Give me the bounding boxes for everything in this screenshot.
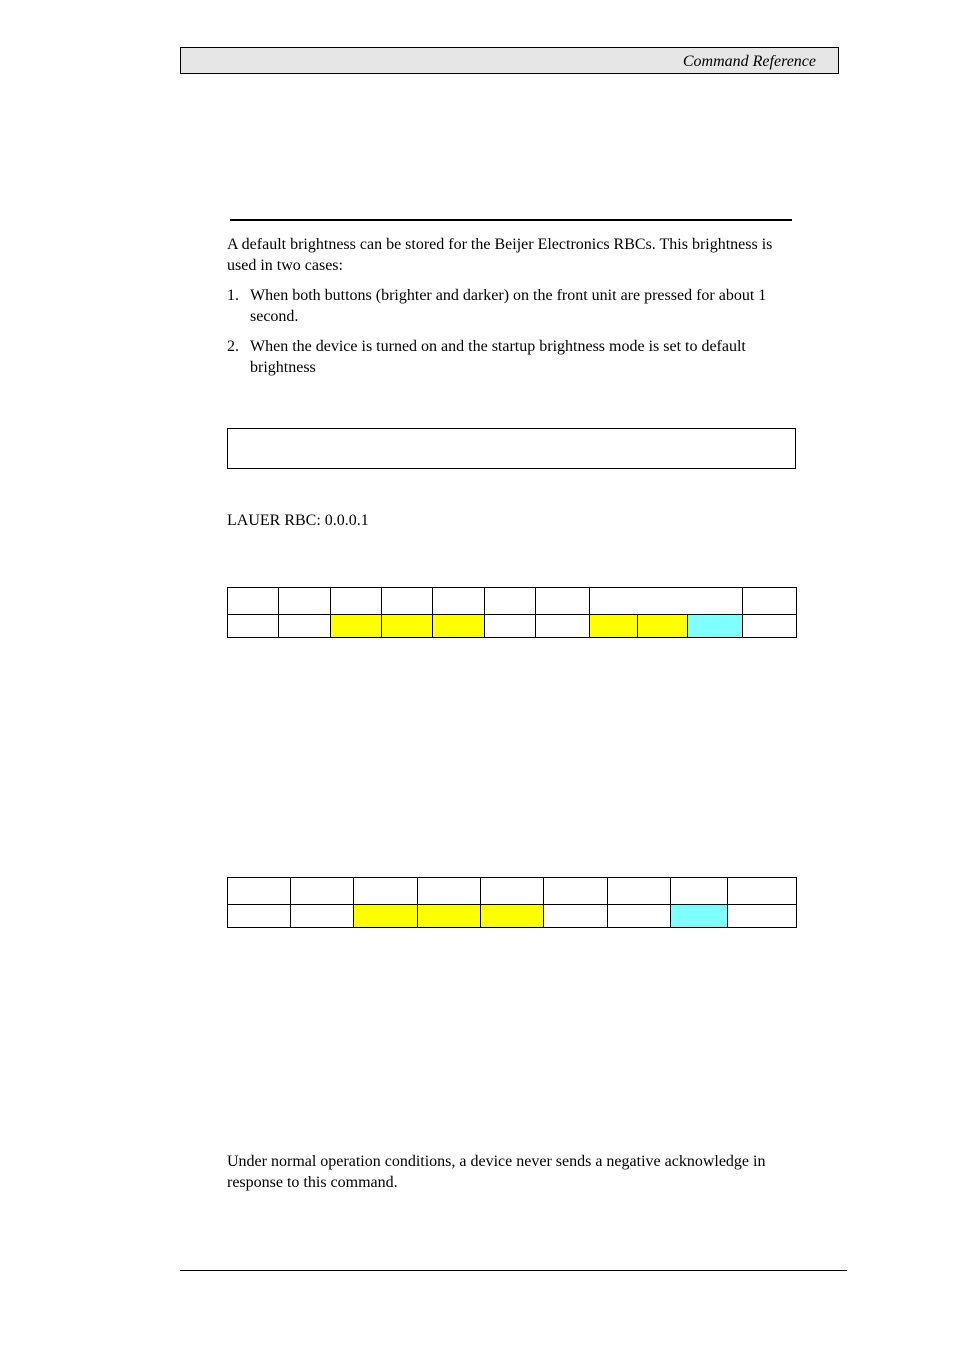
list-text: When both buttons (brighter and darker) on the front unit are pressed for about 1 second. [250, 287, 767, 325]
list-text: When the device is turned on and the startup brightness mode is set to default brightness [250, 338, 746, 376]
list-number: 1. [227, 287, 239, 304]
command-byte-table [227, 587, 797, 638]
byte-cell [228, 905, 291, 928]
header-cell [382, 588, 433, 615]
header-cell [671, 878, 728, 905]
footer-rule [180, 1270, 847, 1271]
list-number: 2. [227, 338, 239, 355]
table-row [228, 615, 797, 638]
response-byte-table [227, 877, 797, 928]
device-address: LAUER RBC: 0.0.0.1 [227, 512, 369, 529]
header-cell [608, 878, 671, 905]
byte-cell-checksum [671, 905, 728, 928]
header-cell [728, 878, 797, 905]
table-row [228, 905, 797, 928]
byte-cell [544, 905, 608, 928]
header-cell-merged [590, 588, 743, 615]
header-cell [331, 588, 382, 615]
byte-cell [485, 615, 536, 638]
running-header [180, 47, 839, 74]
byte-cell [743, 615, 797, 638]
section-rule [230, 219, 792, 221]
nack-note: Under normal operation conditions, a device never sends a negative acknowledge in response to this command. [227, 1153, 766, 1191]
byte-cell-highlight [638, 615, 688, 638]
header-cell [544, 878, 608, 905]
byte-cell-highlight [418, 905, 481, 928]
byte-cell-highlight [590, 615, 638, 638]
byte-cell-checksum [688, 615, 743, 638]
header-cell [433, 588, 485, 615]
header-cell [279, 588, 331, 615]
byte-cell [279, 615, 331, 638]
byte-cell-highlight [481, 905, 544, 928]
header-cell [291, 878, 354, 905]
header-cell [743, 588, 797, 615]
header-cell [228, 588, 279, 615]
byte-cell [536, 615, 590, 638]
header-cell [485, 588, 536, 615]
header-cell [228, 878, 291, 905]
header-cell [354, 878, 418, 905]
byte-cell [291, 905, 354, 928]
command-syntax-box [227, 428, 796, 469]
header-cell [481, 878, 544, 905]
table-header-row [228, 588, 797, 615]
byte-cell-highlight [354, 905, 418, 928]
header-title: Command Reference [682, 53, 816, 70]
byte-cell-highlight [433, 615, 485, 638]
table-header-row [228, 878, 797, 905]
byte-cell-highlight [382, 615, 433, 638]
byte-cell-highlight [331, 615, 382, 638]
header-cell [536, 588, 590, 615]
byte-cell [728, 905, 797, 928]
intro-paragraph: A default brightness can be stored for the Beijer Electronics RBCs. This brightness is used in two cases: [227, 236, 773, 274]
byte-cell [608, 905, 671, 928]
byte-cell [228, 615, 279, 638]
header-cell [418, 878, 481, 905]
